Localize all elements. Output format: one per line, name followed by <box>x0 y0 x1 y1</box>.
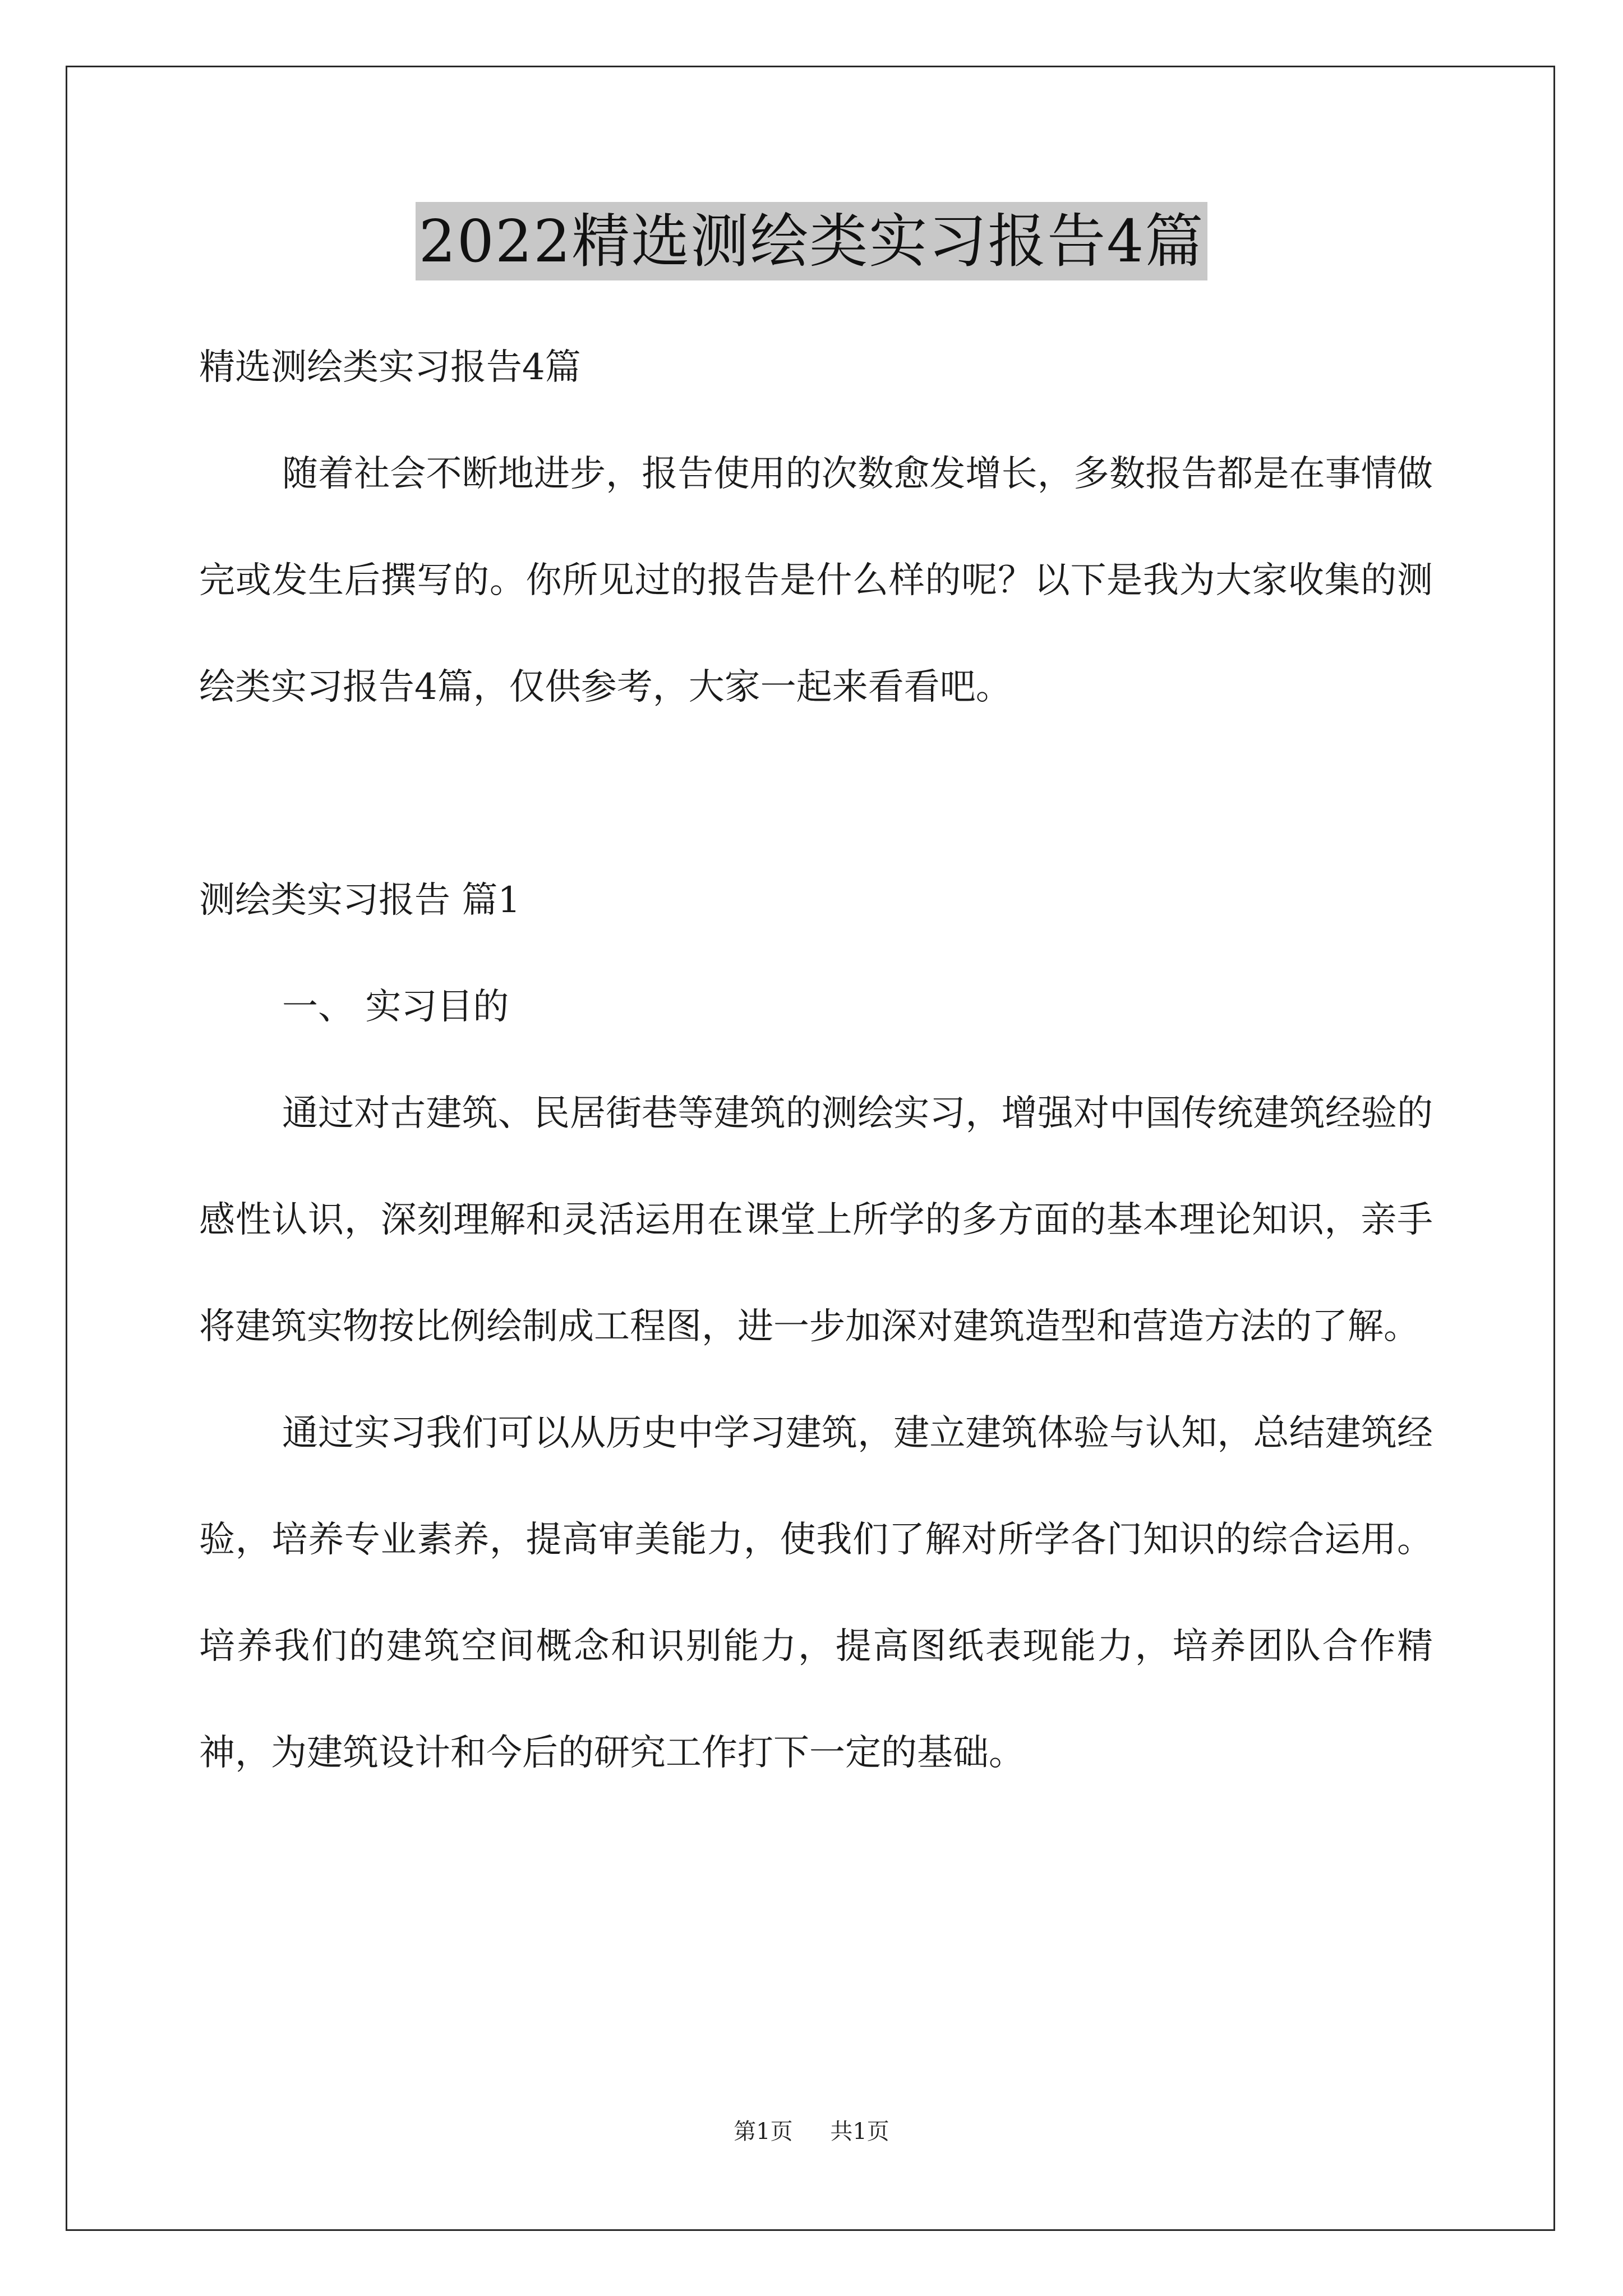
document-body <box>199 314 1433 1806</box>
document-subtitle: 精选测绘类实习报告4篇 <box>199 347 581 388</box>
body-paragraph-2: 通过实习我们可以从历史中学习建筑，建立建筑体验与认知，总结建筑经验，培养专业素养，提高审美能力，使我们了解对所学各门知识的综合运用。培养我们的建筑空间概念和识别能力，提高图纸表现能力，培养团队合作精神，为建筑设计和今后的研究工作打下一定的基础。 <box>199 1412 1433 1774</box>
page-number-current: 第1页 <box>734 2119 793 2145</box>
document-title: 2022精选测绘类实习报告4篇 <box>416 202 1208 280</box>
page-footer <box>0 2114 1623 2146</box>
section-heading: 测绘类实习报告 篇1 <box>199 880 521 921</box>
subsection-heading: 一、 实习目的 <box>282 986 509 1028</box>
title-container <box>0 202 1623 280</box>
intro-paragraph: 随着社会不断地进步，报告使用的次数愈发增长，多数报告都是在事情做完或发生后撰写的。你所见过的报告是什么样的呢？以下是我为大家收集的测绘类实习报告4篇，仅供参考，大家一起来看看吧。 <box>199 453 1433 708</box>
section-gap <box>199 740 1433 847</box>
page-number-total: 共1页 <box>830 2119 889 2145</box>
body-paragraph-1: 通过对古建筑、民居街巷等建筑的测绘实习，增强对中国传统建筑经验的感性认识，深刻理解和灵活运用在课堂上所学的多方面的基本理论知识，亲手将建筑实物按比例绘制成工程图，进一步加深对建筑造型和营造方法的了解。 <box>199 1093 1433 1347</box>
